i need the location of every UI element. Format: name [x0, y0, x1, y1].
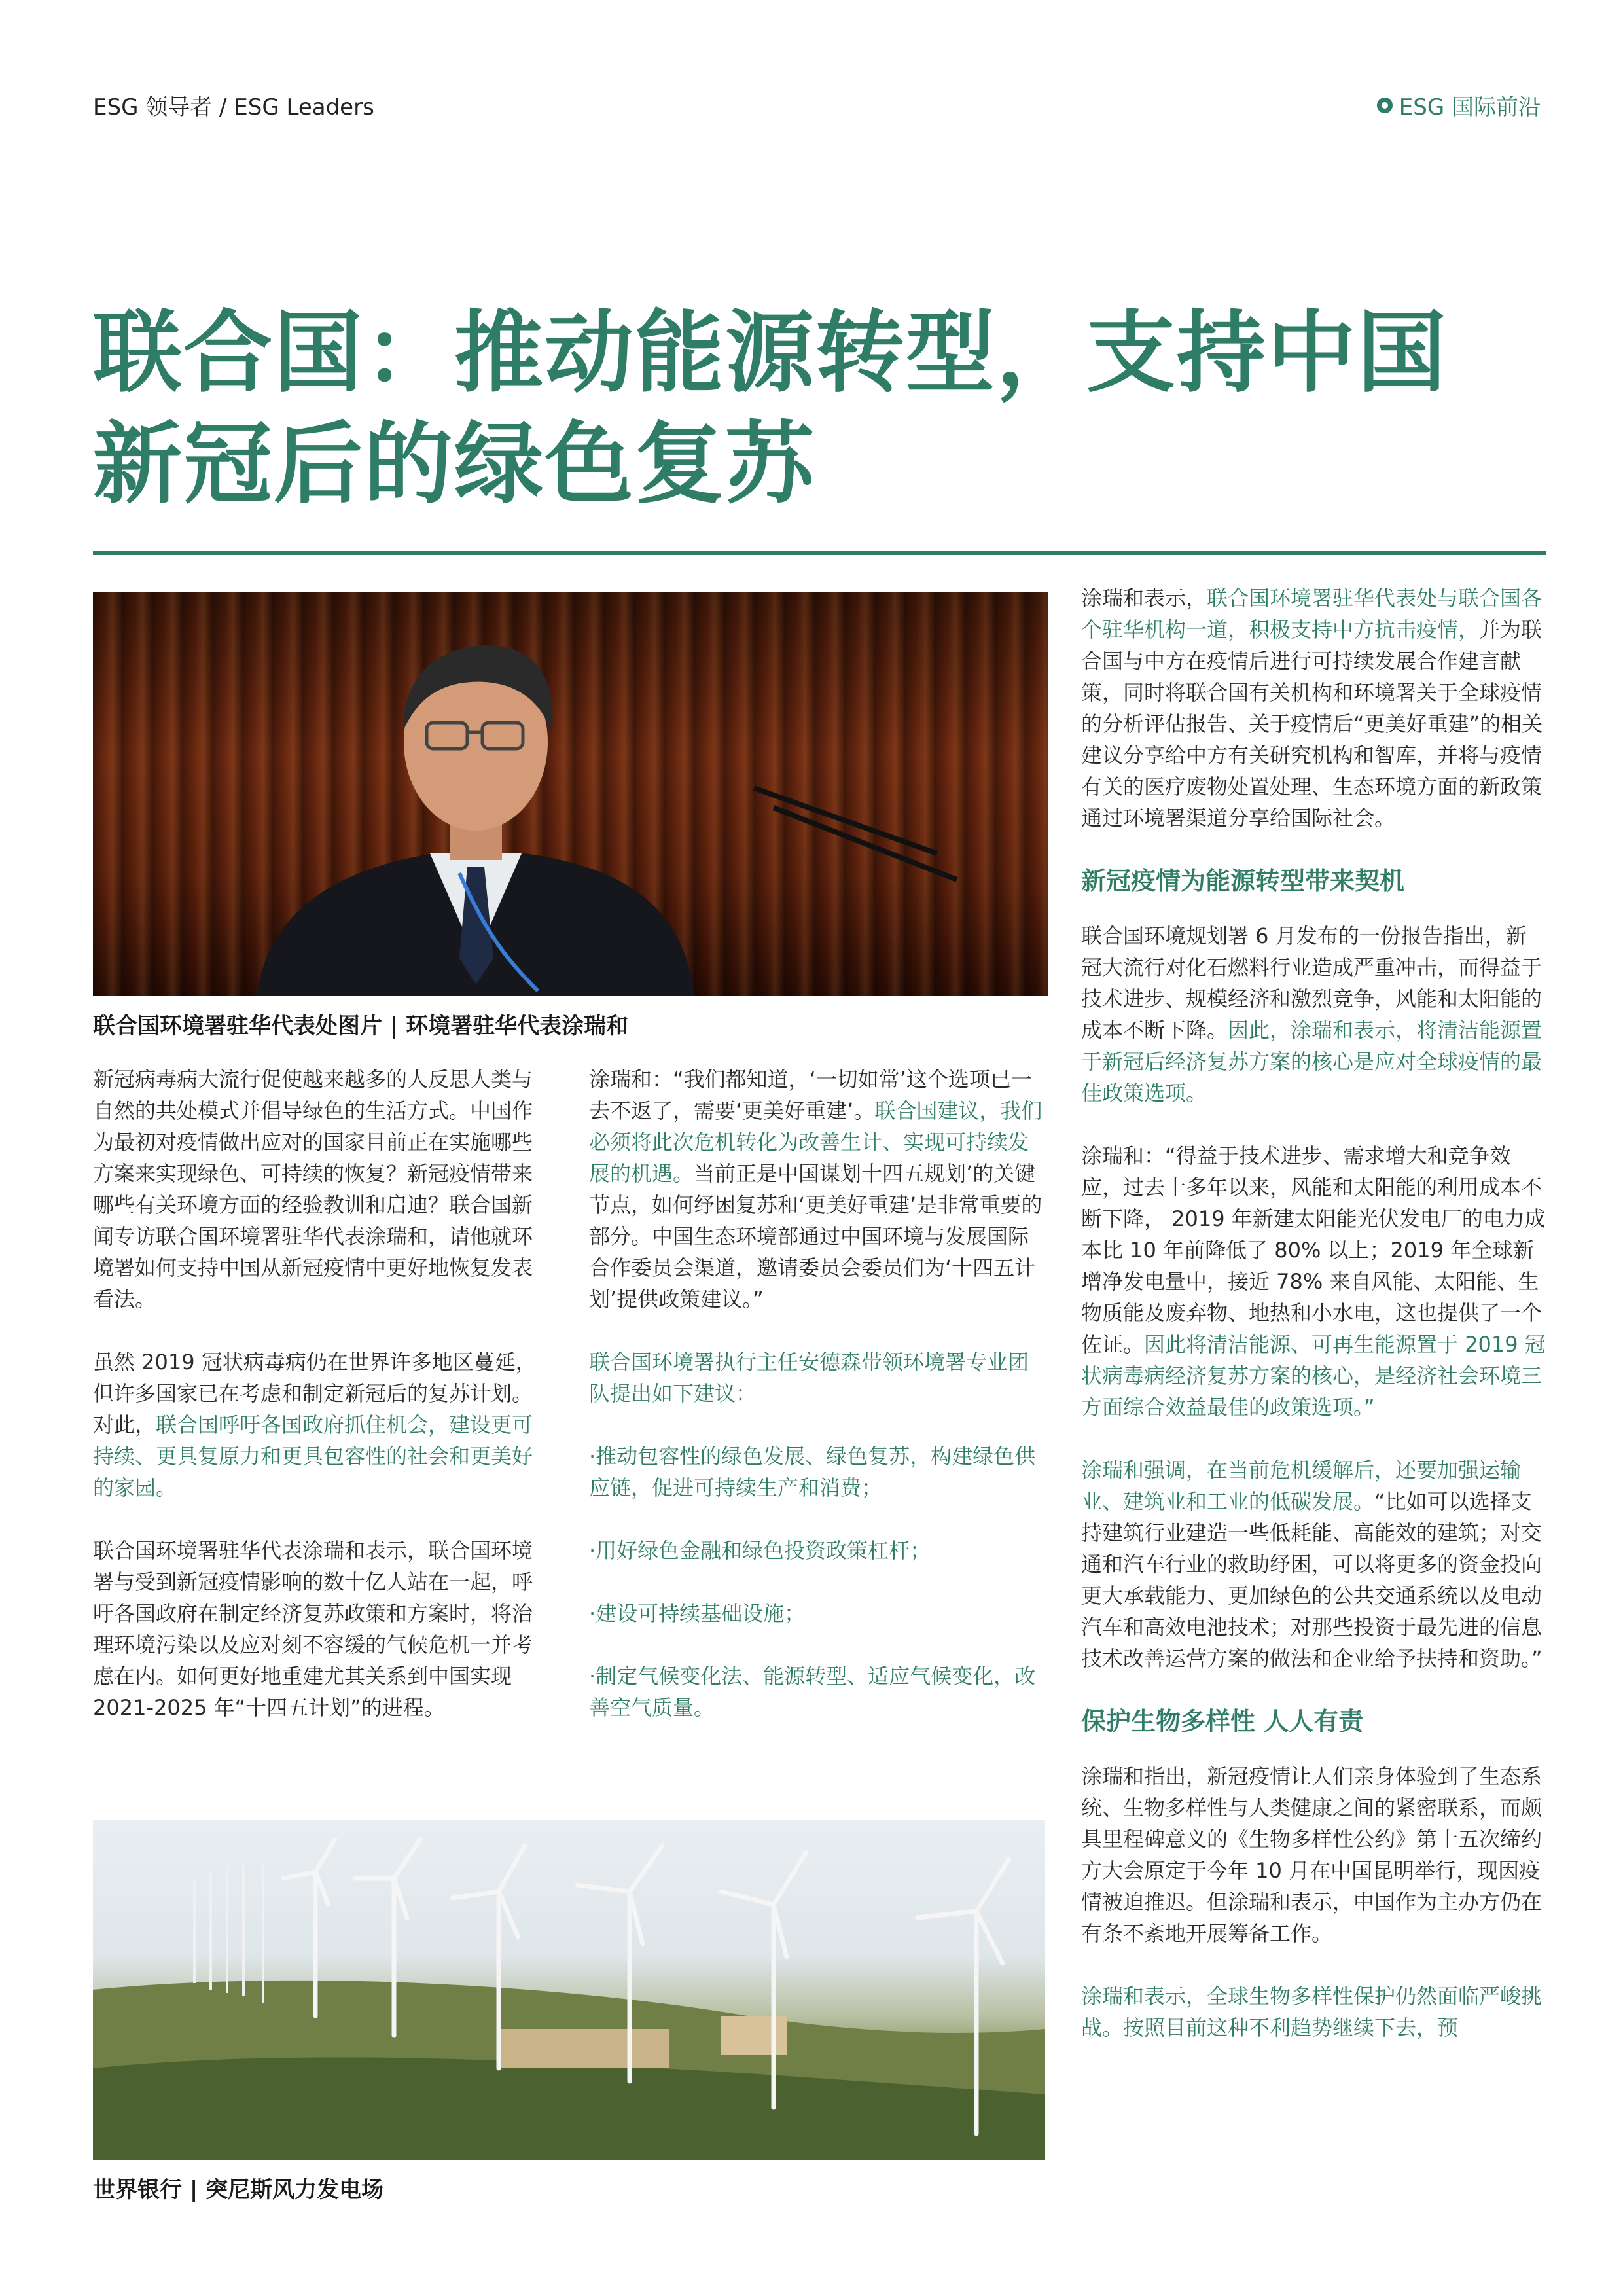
col3-paragraph-2: 联合国环境规划署 6 月发布的一份报告指出，新冠大流行对化石燃料行业造成严重冲击，而得益于技术进步、规模经济和激烈竞争，风能和太阳能的成本不断下降。因此，涂瑞和表示，将清洁能源置于新冠后经济复苏方案的核心是应对全球疫情的最佳政策选项。 [1081, 924, 1543, 1105]
photo2-caption: 世界银行 | 突尼斯风力发电场 [93, 2177, 384, 2203]
col1-paragraph-3: 联合国环境署驻华代表涂瑞和表示，联合国环境署与受到新冠疫情影响的数十亿人站在一起，呼吁各国政府在制定经济复苏政策和方案时，将治理环境污染以及应对刻不容缓的气候危机一并考虑在内。如何更好地重建尤其关系到中国实现 2021-2025 年“十四五计划”的进程。 [93, 1538, 533, 1720]
col3-paragraph-4: 涂瑞和强调，在当前危机缓解后，还要加强运输业、建筑业和工业的低碳发展。“比如可以选择支持建筑行业建造一些低耗能、高能效的建筑；对交通和汽车行业的救助纾困，可以将更多的资金投向更大承载能力、更加绿色的公共交通系统以及电动汽车和高效电池技术；对那些投资于最先进的信息技术改善运营方案的做法和企业给予扶持和资助。” [1081, 1458, 1543, 1671]
highlight-text: 涂瑞和强调，在当前危机缓解后，还要加强运输业、建筑业和工业的低碳发展。 [1081, 1458, 1522, 1514]
bullet-3: ·建设可持续基础设施； [589, 1601, 806, 1626]
photo1-caption: 联合国环境署驻华代表处图片 | 环境署驻华代表涂瑞和 [93, 1013, 629, 1039]
column-2 [589, 1064, 1047, 1755]
article-title [93, 298, 1546, 520]
column-3 [1081, 583, 1546, 2075]
title-divider [93, 551, 1546, 555]
wind-farm-photo [93, 1820, 1045, 2160]
highlight-text: 联合国呼吁各国政府抓住机会，建设更可持续、更具复原力和更具包容性的社会和更美好的家园。 [93, 1412, 533, 1500]
subheading-biodiversity: 保护生物多样性 人人有责 [1081, 1707, 1364, 1736]
running-header-left: ESG 领导者 / ESG Leaders [93, 94, 374, 120]
col2-paragraph-1: 涂瑞和：“我们都知道，‘一切如常’这个选项已一去不返了，需要‘更美好重建’。联合国建议，我们必须将此次危机转化为改善生计、实现可持续发展的机遇。当前正是中国谋划十四五规划’的关键节点，如何纾困复苏和‘更美好重建’是非常重要的部分。中国生态环境部通过中国环境与发展国际合作委员会渠道，邀请委员会委员们为‘十四五计划’提供政策建议。” [589, 1067, 1043, 1312]
column-1 [93, 1064, 551, 1755]
col1-paragraph-2: 虽然 2019 冠状病毒病仍在世界许多地区蔓延，但许多国家已在考虑和制定新冠后的复苏计划。对此，联合国呼吁各国政府抓住机会，建设更可持续、更具复原力和更具包容性的社会和更美好的家园。 [93, 1350, 537, 1500]
highlight-text: 联合国环境署驻华代表处与联合国各个驻华机构一道，积极支持中方抗击疫情， [1081, 586, 1543, 642]
bullet-4: ·制定气候变化法、能源转型、适应气候变化，改善空气质量。 [589, 1664, 1036, 1720]
speaker-photo [93, 592, 1048, 996]
subheading-energy: 新冠疫情为能源转型带来契机 [1081, 867, 1405, 895]
highlight-text: 联合国建议，我们必须将此次危机转化为改善生计、实现可持续发展的机遇。 [589, 1098, 1043, 1186]
highlight-text: 因此，涂瑞和表示，将清洁能源置于新冠后经济复苏方案的核心是应对全球疫情的最佳政策选项。 [1081, 1018, 1543, 1105]
col3-paragraph-5: 涂瑞和指出，新冠疫情让人们亲身体验到了生态系统、生物多样性与人类健康之间的紧密联系，而颇具里程碑意义的《生物多样性公约》第十五次缔约方大会原定于今年 10 月在中国昆明举行，现因疫情被迫推迟。但涂瑞和表示，中国作为主办方仍在有条不紊地开展筹备工作。 [1081, 1764, 1543, 1946]
title-line-2: 新冠后的绿色复苏 [93, 413, 815, 516]
col1-paragraph-1: 新冠病毒病大流行促使越来越多的人反思人类与自然的共处模式并倡导绿色的生活方式。中国作为最初对疫情做出应对的国家目前正在实施哪些方案来实现绿色、可持续的恢复？新冠疫情带来哪些有关环境方面的经验教训和启迪？联合国新闻专访联合国环境署驻华代表涂瑞和，请他就环境署如何支持中国从新冠疫情中更好地恢复发表看法。 [93, 1067, 533, 1312]
title-line-1: 联合国：推动能源转型，支持中国 [93, 302, 1448, 405]
bullet-1: ·推动包容性的绿色发展、绿色复苏，构建绿色供应链，促进可持续生产和消费； [589, 1444, 1036, 1500]
circle-icon [1377, 98, 1393, 113]
col3-paragraph-3: 涂瑞和：“得益于技术进步、需求增大和竞争效应，过去十多年以来，风能和太阳能的利用成本不断下降， 2019 年新建太阳能光伏发电厂的电力成本比 10 年前降低了 80% 以上；2019 年全球新增净发电量中，接近 78% 来自风能、太阳能、生物质能及废弃物、地热和小水电，这也提供了一个佐证。因此将清洁能源、可再生能源置于 2019 冠状病毒病经济复苏方案的核心，是经济社会环境三方面综合效益最佳的政策选项。” [1081, 1143, 1546, 1420]
running-header-right [1377, 89, 1541, 121]
col3-paragraph-6: 涂瑞和表示，全球生物多样性保护仍然面临严峻挑战。按照目前这种不利趋势继续下去，预 [1081, 1984, 1543, 2040]
bullet-2: ·用好绿色金融和绿色投资政策杠杆； [589, 1538, 931, 1563]
col3-paragraph-1: 涂瑞和表示，联合国环境署驻华代表处与联合国各个驻华机构一道，积极支持中方抗击疫情，并为联合国与中方在疫情后进行可持续发展合作建言献策，同时将联合国有关机构和环境署关于全球疫情的分析评估报告、关于疫情后“更美好重建”的相关建议分享给中方有关研究机构和智库，并将与疫情有关的医疗废物处置处理、生态环境方面的新政策通过环境署渠道分享给国际社会。 [1081, 586, 1543, 831]
section-label: ESG 国际前沿 [1399, 94, 1541, 120]
highlight-text: 因此将清洁能源、可再生能源置于 2019 冠状病毒病经济复苏方案的核心，是经济社会环境三方面综合效益最佳的政策选项。” [1081, 1332, 1546, 1420]
col2-paragraph-2: 联合国环境署执行主任安德森带领环境署专业团队提出如下建议： [589, 1350, 1029, 1406]
